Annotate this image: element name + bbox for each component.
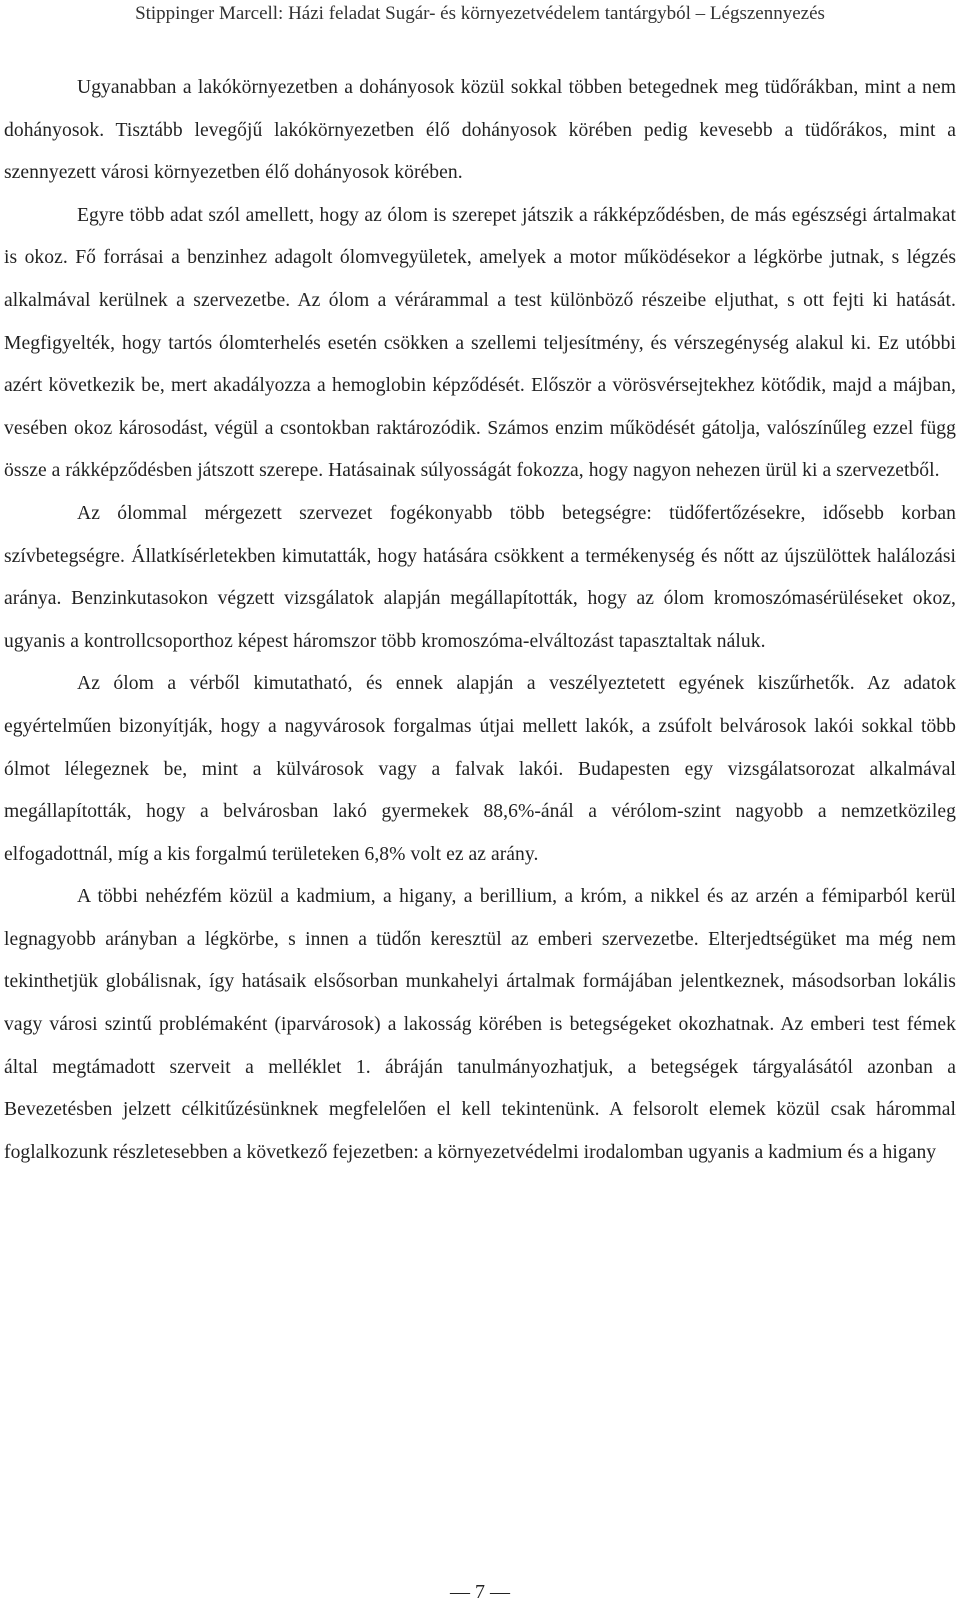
paragraph-heavy-metals: A többi nehézfém közül a kadmium, a higany, a berillium, a króm, a nikkel és az arzén a fémiparból kerül legnagyobb arányban a légkörbe, s innen a tüdőn keresztül az emberi szervezetbe. Elterjedtségüket ma még nem tekinthetjük globálisnak, így hatásaik elsősorban munkahelyi ártalmak formájában jelentkeznek, másodsorban lokális vagy városi szintű problémaként (iparvárosok) a lakosság körében is betegségeket okozhatnak. Az emberi test fémek által megtámadott szerveit a melléklet 1. ábráján tanulmányozhatjuk, a betegségek tárgyalásától azonban a Bevezetésben jelzett célkitűzésünknek megfelelően el kell tekintenünk. A felsorolt elemek közül csak hárommal foglalkozunk részletesebben a következő fejezetben: a környezetvédelmi irodalomban ugyanis a kadmium és a higany <box>4 886 956 1163</box>
page-number: — 7 — <box>450 1581 510 1603</box>
paragraph-lead-poisoning: Az ólommal mérgezett szervezet fogékonyabb több betegségre: tüdőfertőzésekre, idősebb korban szívbetegségre. Állatkísérletekben kimutatták, hogy hatására csökkent a termékenység és nőtt az újszülöttek halálozási aránya. Benzinkutasokon végzett vizsgálatok alapján megállapították, hogy az ólom kromoszómasérüléseket okoz, ugyanis a kontrollcsoporthoz képest háromszor több kromoszóma-elváltozást tapasztaltak náluk. <box>4 502 956 652</box>
document-body <box>4 67 956 1174</box>
header-divider <box>0 36 960 37</box>
paragraph-lead-in-blood: Az ólom a vérből kimutatható, és ennek alapján a veszélyeztetett egyének kiszűrhetők. Az adatok egyértelműen bizonyítják, hogy a nagyvárosok forgalmas útjai mellett lakók, a zsúfolt belvárosok lakói sokkal több ólmot lélegeznek be, mint a külvárosok vagy a falvak lakói. Budapesten egy vizsgálatsorozat alkalmával megállapították, hogy a belvárosban lakó gyermekek 88,6%-ánál a vérólom-szint nagyobb a nemzetközileg elfogadottnál, míg a kis forgalmú területeken 6,8% volt ez az arány. <box>4 673 956 865</box>
running-title: Stippinger Marcell: Házi feladat Sugár- és környezetvédelem tantárgyból – Légszennyezés <box>135 3 825 24</box>
paragraph-lead-health-effects: Egyre több adat szól amellett, hogy az ólom is szerepet játszik a rákképződésben, de más egészségi ártalmakat is okoz. Fő forrásai a benzinhez adagolt ólomvegyületek, amelyek a motor működésekor a légkörbe jutnak, s légzés alkalmával kerülnek a szervezetbe. Az ólom a vérárammal a test különböző részeibe eljuthat, s ott fejti ki hatását. Megfigyelték, hogy tartós ólomterhelés esetén csökken a szellemi teljesítmény, és vérszegénység alakul ki. Ez utóbbi azért következik be, mert akadályozza a hemoglobin képződését. Először a vörösvérsejtekhez kötődik, majd a májban, vesében okoz károsodást, végül a csontokban raktározódik. Számos enzim működését gátolja, valószínűleg ezzel függ össze a rákképződésben játszott szerepe. Hatásainak súlyosságát fokozza, hogy nagyon nehezen ürül ki a szervezetből. <box>4 204 956 482</box>
paragraph-smokers-lung-cancer: Ugyanabban a lakókörnyezetben a dohányosok közül sokkal többen betegednek meg tüdőrákban, mint a nem dohányosok. Tisztább levegőjű lakókörnyezetben élő dohányosok körében pedig kevesebb a tüdőrákos, mint a szennyezett városi környezetben élő dohányosok körében. <box>4 77 956 184</box>
running-header <box>0 0 960 30</box>
